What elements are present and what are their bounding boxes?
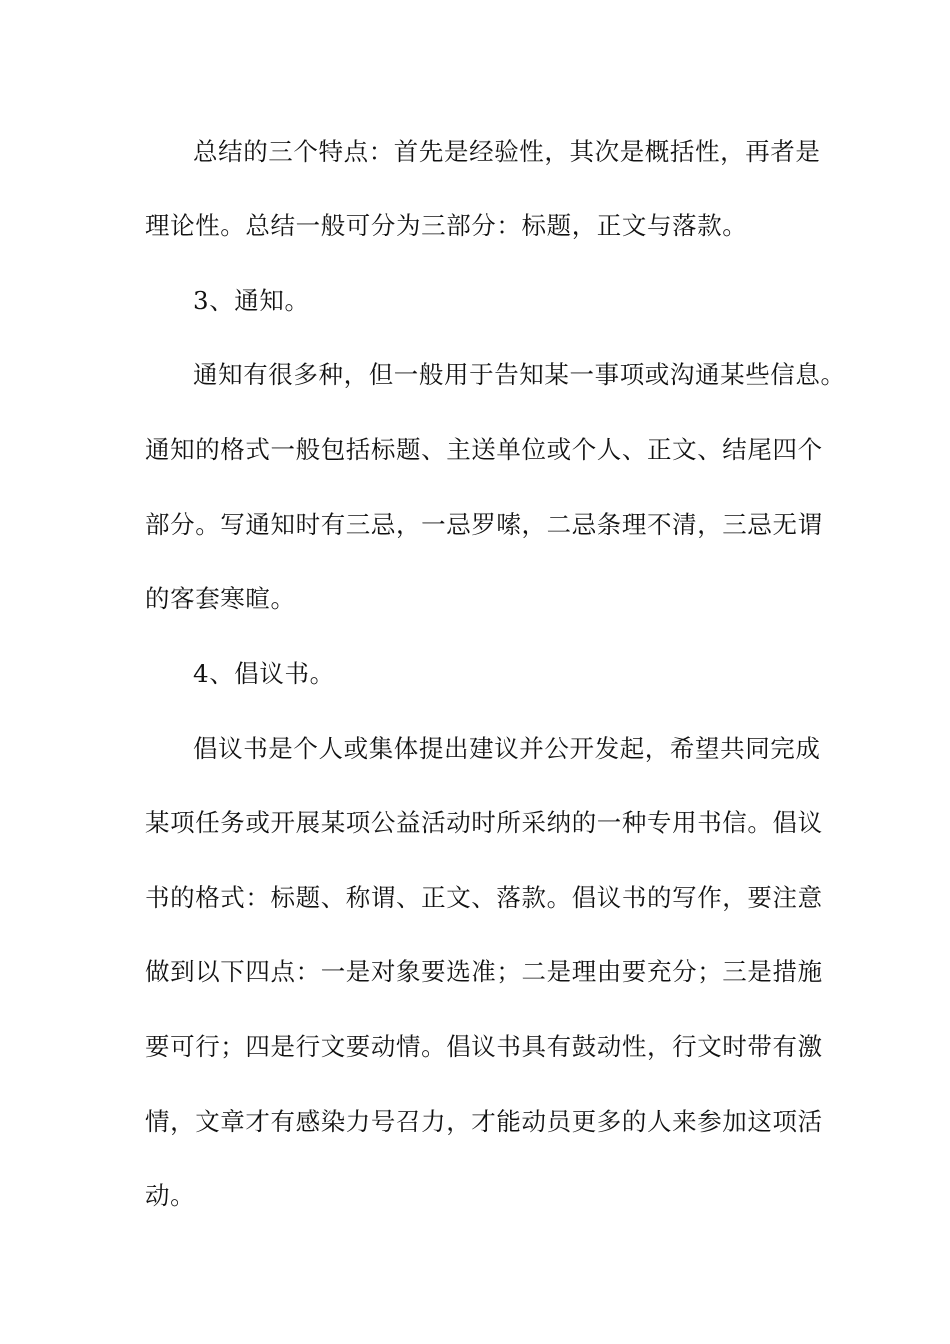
paragraph-proposal-line-3: 书的格式：标题、称谓、正文、落款。倡议书的写作，要注意 [145, 883, 823, 912]
paragraph-proposal-line-5: 要可行；四是行文要动情。倡议书具有鼓动性，行文时带有激 [145, 1032, 823, 1061]
paragraph-summary-line-2: 理论性。总结一般可分为三部分：标题，正文与落款。 [145, 211, 748, 240]
paragraph-notice-line-4: 的客套寒暄。 [145, 584, 296, 613]
paragraph-proposal-line-4: 做到以下四点：一是对象要选准；二是理由要充分；三是措施 [145, 957, 823, 986]
paragraph-proposal-line-1: 倡议书是个人或集体提出建议并公开发起，希望共同完成 [193, 734, 821, 763]
paragraph-notice-line-3: 部分。写通知时有三忌，一忌罗嗦，二忌条理不清，三忌无谓 [145, 510, 823, 539]
paragraph-summary-line-1: 总结的三个特点：首先是经验性，其次是概括性，再者是 [193, 137, 821, 166]
paragraph-proposal-line-7: 动。 [145, 1181, 196, 1210]
section-heading-proposal: 4、倡议书。 [193, 659, 335, 688]
section-heading-notice: 3、通知。 [193, 286, 310, 315]
paragraph-proposal-line-6: 情，文章才有感染力号召力，才能动员更多的人来参加这项活 [145, 1107, 823, 1136]
paragraph-notice-line-2: 通知的格式一般包括标题、主送单位或个人、正文、结尾四个 [145, 435, 823, 464]
paragraph-proposal-line-2: 某项任务或开展某项公益活动时所采纳的一种专用书信。倡议 [145, 808, 823, 837]
paragraph-notice-line-1: 通知有很多种，但一般用于告知某一事项或沟通某些信息。 [193, 360, 846, 389]
